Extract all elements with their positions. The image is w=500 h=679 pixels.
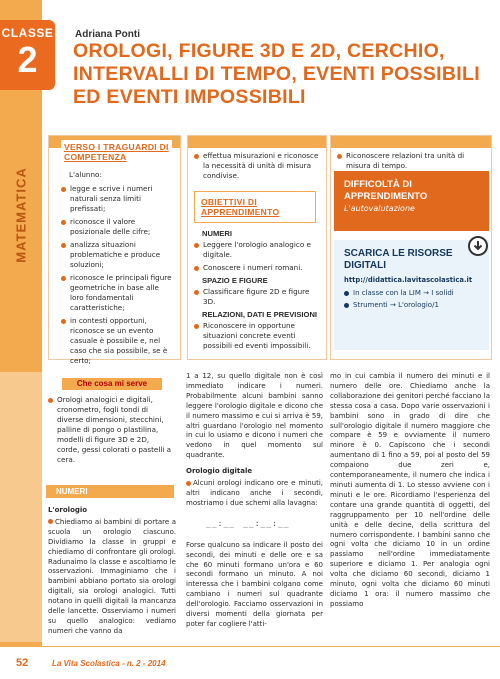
list-item: riconosce le principali figure geometriche in base alle loro fondamentali caratteristiche; xyxy=(61,273,172,313)
list-item: Riconoscere in opportune situazioni concrete eventi possibili ed eventi impossibili. xyxy=(194,321,320,351)
spazio-subhead: SPAZIO E FIGURE xyxy=(202,276,268,285)
page-number: 52 xyxy=(16,657,29,669)
clock-schema-hms: __:__:__ xyxy=(243,518,290,528)
paragraph: Forse qualcuno sa indicare il posto dei secondi, dei minuti e delle ore e sa che 60 minuti formano un'ora e 60 secondi formano un minuto. A noi interessa che i bambini colgano come cambiano i numeri sul quadrante dell'orologio. Facciamo osservazioni in diversi momenti della giornata per poter far cogliere l'atti- xyxy=(186,540,323,628)
resource-link[interactable]: Strumenti → L'orologio/1 xyxy=(344,300,479,310)
class-badge xyxy=(0,20,55,90)
bullet xyxy=(186,481,191,486)
scarica-url[interactable]: http://didattica.lavitascolastica.it xyxy=(344,276,473,284)
clock-schemas xyxy=(206,519,323,529)
class-number: 2 xyxy=(17,39,38,80)
journal-name: La Vita Scolastica - n. 2 - 2014 xyxy=(52,659,166,668)
obiettivi-box xyxy=(194,191,316,223)
paragraph: Alcuni orologi indicano ore e minuti, altri indicano anche i secondi, mostriamo i due schemi alla lavagna: xyxy=(186,479,323,507)
body-col-1 xyxy=(48,506,176,639)
traguardi-label: VERSO I TRAGUARDI DI COMPETENZA xyxy=(61,140,172,164)
list-item: analizza situazioni problematiche e produce soluzioni; xyxy=(61,240,172,270)
paragraph: 1 a 12, su quello digitale non è così immediato indicare i numeri. Probabilmente alcuni bambini sanno leggere l'orologio digitale e dicono che il numero massimo e cui si arriva è 59, altri guardano l'orologio nel momento in cui lo usiamo e dicono i numeri che vedono in quel momento sul quadrante. xyxy=(186,372,323,460)
list-item: riconosce il valore posizionale delle cifre; xyxy=(61,217,172,237)
page-title: OROLOGI, FIGURE 3D E 2D, CERCHIO, INTERVALLI DI TEMPO, EVENTI POSSIBILI ED EVENTI IMPOSSIBILI xyxy=(73,40,480,108)
difficolta-title: DIFFICOLTÀ DI APPRENDIMENTO xyxy=(344,179,428,202)
bullet xyxy=(48,519,53,524)
class-label: CLASSE xyxy=(1,26,54,40)
box-bar xyxy=(331,136,491,148)
traguardi-list xyxy=(61,184,172,366)
section-heading: Orologio digitale xyxy=(186,467,253,476)
list-item: effettua misurazioni e riconosce la necessità di unità di misura condivise. xyxy=(194,151,320,181)
section-heading: L'orologio xyxy=(48,506,88,514)
numeri-subhead: NUMERI xyxy=(202,229,232,238)
list-item: Leggere l'orologio analogico e digitale. xyxy=(194,240,320,260)
serve-box xyxy=(48,395,173,468)
list-item: Riconoscere relazioni tra unità di misura di tempo. xyxy=(337,151,485,171)
traguardi-intro: L'alunno: xyxy=(69,170,102,179)
scarica-box[interactable] xyxy=(334,240,489,350)
footer xyxy=(0,646,500,679)
relazioni-subhead: RELAZIONI, DATI E PREVISIONI xyxy=(202,310,318,319)
numeri-bar: NUMERI xyxy=(46,485,174,498)
resource-link[interactable]: In classe con la LIM → I solidi xyxy=(344,288,479,298)
subject-label: MATEMATICA xyxy=(13,167,29,263)
download-icon[interactable] xyxy=(468,236,488,256)
paragraph: Chiediamo ai bambini di portare a scuola un orologio ciascuno. Dividiamo la classe in gruppi e chiediamo di confrontare gli orologi. Radunaimo la classe e ascoltiamo le osservazioni. Immaginiamo che i bambini abbiano portato sia orologi digitali, sia orologi analogici. Tutti notano in quelli digitali la mancanza delle lancette. Osserviamo i numeri su quello analogico: vediamo numeri che vanno da xyxy=(48,517,176,635)
traguardi-box xyxy=(48,135,181,365)
author: Adriana Ponti xyxy=(75,29,141,40)
obiettivi-label: OBIETTIVI DI APPRENDIMENTO xyxy=(201,197,280,217)
box-bar xyxy=(188,136,326,148)
paragraph: mo in cui cambia il numero dei minuti e il numero delle ore. Chiediamo anche la collaborazione dei genitori perché facciano la stessa cosa a casa. Dopo varie osservazioni i bambini sono in grado di dire che sull'orologio digitale il numero maggiore che compare è 59 e ovviamente il numero minore è 0. Capiscono che i secondi aumentano di 1 fino a 59, poi al posto del 59 compaiono due zeri e, contemporaneamente, il numero che indica i minuti aumenta di 1. Lo stesso avviene con i minuti e le ore. Ricordiamo l'esperienza del contare una grande quantità di oggetti, del raggruppamento per 10 nell'ordine delle unità e delle decine, della scrittura del numero corrispondente. I bambini sanno che ogni volta che diciamo 10 in un ordine passiamo nell'ordine immediatamente superiore e diciamo 1. Per analogia ogni volta che diciamo 60 secondi, diciamo 1 minuto, ogni volta che diciamo 60 minuti diciamo 1 ora: il numero massimo che possiamo xyxy=(330,372,490,608)
list-item: legge e scrive i numeri naturali senza limiti prefissati; xyxy=(61,184,172,214)
serve-label: Che cosa mi serve xyxy=(62,378,162,390)
scarica-title: SCARICA LE RISORSE DIGITALI xyxy=(344,248,453,271)
obiettivi-column xyxy=(187,135,327,360)
list-item: in contesti opportuni, riconosce se un evento casuale è possibile e, nel caso che sia possibile, se è certo; xyxy=(61,316,172,366)
serve-text: Orologi analogici e digitali, cronometro, fogli tondi di diverse dimensioni, stecchini, palline di pongo o plastilina, modelli di figure 3D e 2D, corde, gessi colorati o pastelli a cera. xyxy=(48,395,173,465)
list-item: Conoscere i numeri romani. xyxy=(194,263,320,273)
list-item: Classificare figure 2D e figure 3D. xyxy=(194,287,320,307)
body-col-3 xyxy=(330,372,490,612)
body-col-2 xyxy=(186,372,323,632)
side-stripe-lower xyxy=(0,372,42,642)
difficolta-subtitle: L'autovalutazione xyxy=(344,204,415,213)
difficolta-box[interactable] xyxy=(334,171,489,231)
clock-schema-hm: __:__ xyxy=(206,518,236,528)
